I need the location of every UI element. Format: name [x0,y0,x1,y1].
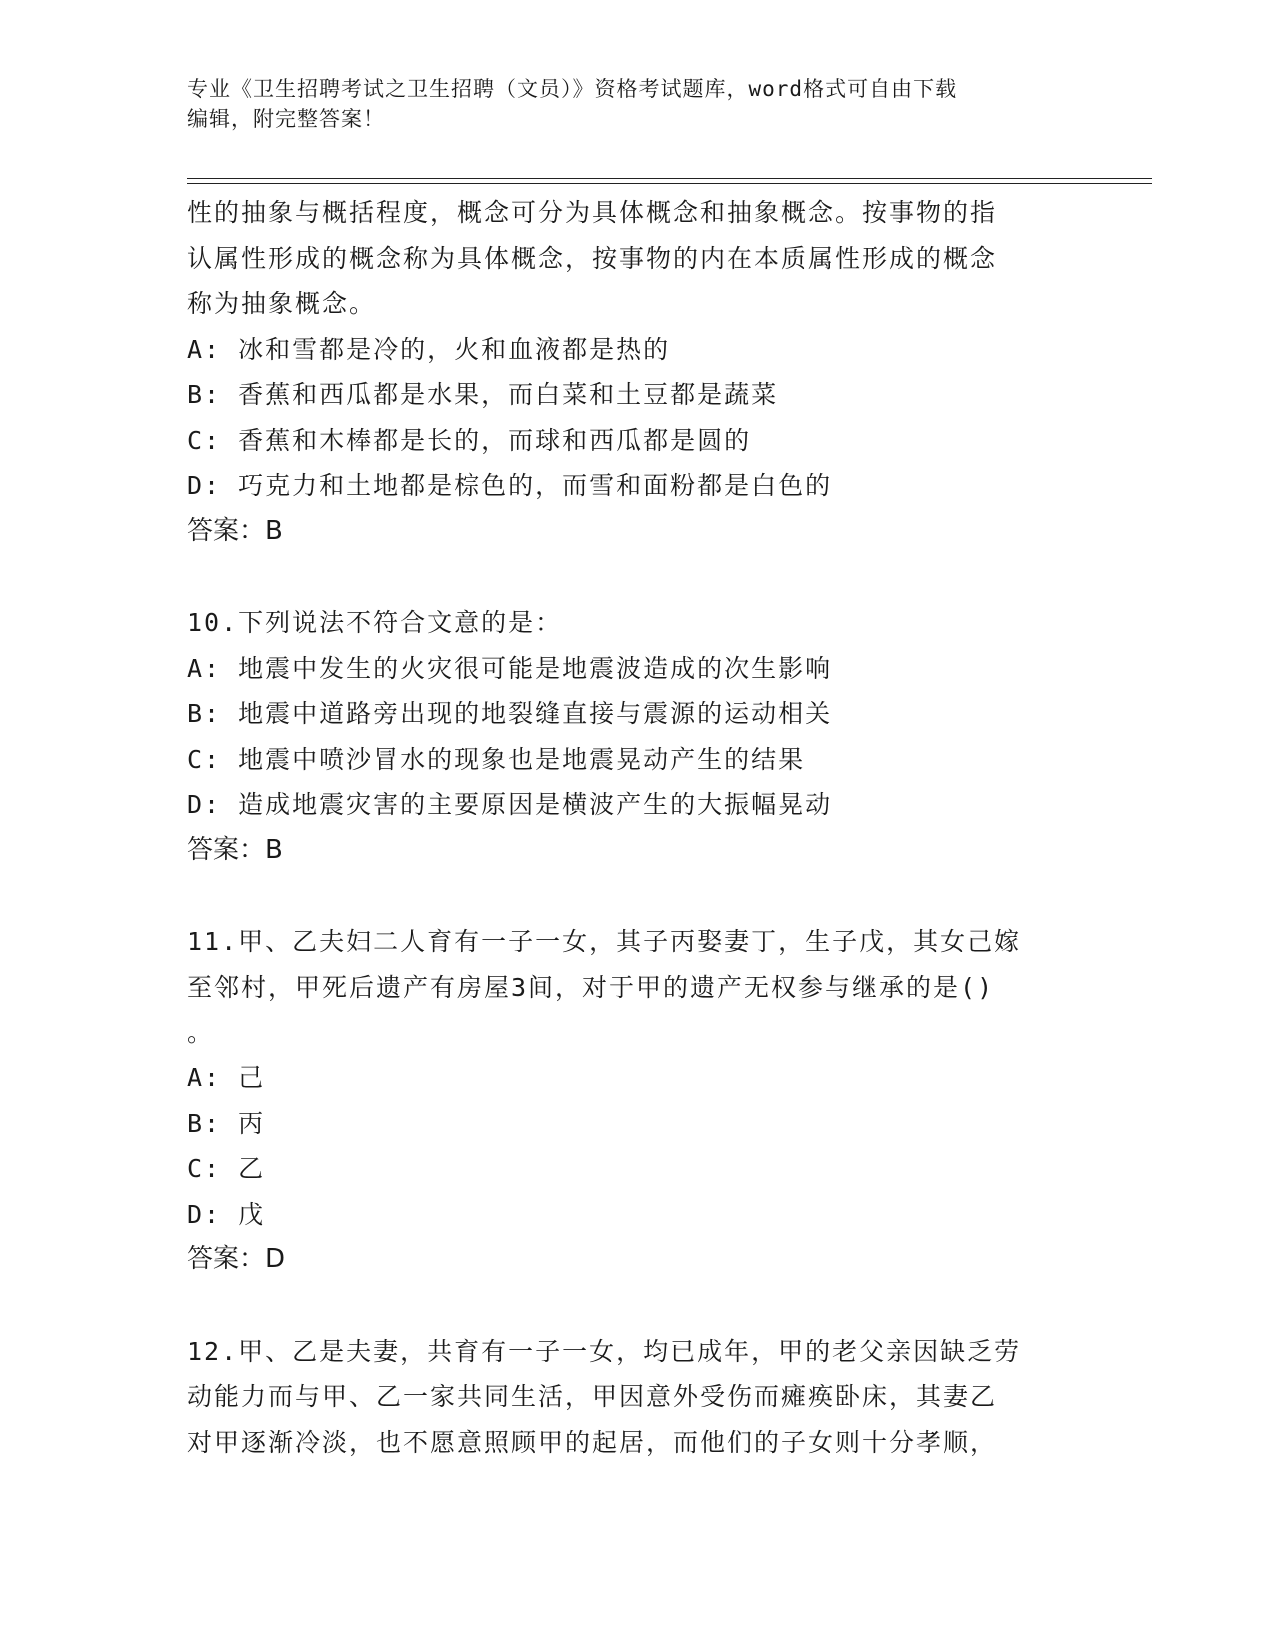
option-d: D: 巧克力和土地都是棕色的，而雪和面粉都是白色的 [187,471,833,500]
question-text: 至邻村，甲死后遗产有房屋3间，对于甲的遗产无权参与继承的是() [187,972,995,1002]
spacer [187,1283,1087,1329]
option-a: A: 地震中发生的火灾很可能是地震波造成的次生影响 [187,653,833,683]
question-11 [187,919,1087,1283]
question-text: 10.下列说法不符合文意的是： [187,608,563,637]
question-10 [187,600,1087,873]
spacer [187,554,1087,600]
header-line-2: 编辑，附完整答案！ [187,107,385,131]
option-d: D: 戊 [187,1199,266,1229]
option-c: C: 地震中喷沙冒水的现象也是地震晃动产生的结果 [187,744,806,774]
paragraph-line: 性的抽象与概括程度，概念可分为具体概念和抽象概念。按事物的指 [187,198,998,227]
question-12 [187,1329,1087,1466]
question-text: 对甲逐渐冷淡，也不愿意照顾甲的起居，而他们的子女则十分孝顺， [187,1427,998,1457]
paragraph-line: 认属性形成的概念称为具体概念，按事物的内在本质属性形成的概念 [187,243,998,273]
option-d: D: 造成地震灾害的主要原因是横波产生的大振幅晃动 [187,790,833,819]
question-text: 。 [187,1018,215,1047]
document-body [187,190,1087,1465]
header-divider-bottom [187,183,1152,184]
spacer [187,873,1087,919]
option-a: A: 己 [187,1063,266,1092]
option-a: A: 冰和雪都是冷的，火和血液都是热的 [187,334,671,364]
option-c: C: 乙 [187,1154,266,1183]
question-9-continuation [187,190,1087,554]
answer-label: 答案：D [187,1244,286,1274]
answer-label: 答案：B [187,515,283,546]
question-text: 11.甲、乙夫妇二人育有一子一女，其子丙娶妻丁，生子戊，其女己嫁 [187,927,1022,956]
option-c: C: 香蕉和木棒都是长的，而球和西瓜都是圆的 [187,425,752,455]
question-text: 动能力而与甲、乙一家共同生活，甲因意外受伤而瘫痪卧床，其妻乙 [187,1382,998,1411]
page-header [187,74,1087,134]
answer-label: 答案：B [187,834,283,865]
header-divider-top [187,178,1152,179]
option-b: B: 丙 [187,1108,266,1138]
option-b: B: 香蕉和西瓜都是水果，而白菜和土豆都是蔬菜 [187,380,779,409]
option-b: B: 地震中道路旁出现的地裂缝直接与震源的运动相关 [187,699,833,728]
question-text: 12.甲、乙是夫妻，共育有一子一女，均已成年，甲的老父亲因缺乏劳 [187,1336,1022,1366]
paragraph-line: 称为抽象概念。 [187,289,377,318]
header-line-1: 专业《卫生招聘考试之卫生招聘（文员）》资格考试题库，word格式可自由下载 [187,77,958,101]
